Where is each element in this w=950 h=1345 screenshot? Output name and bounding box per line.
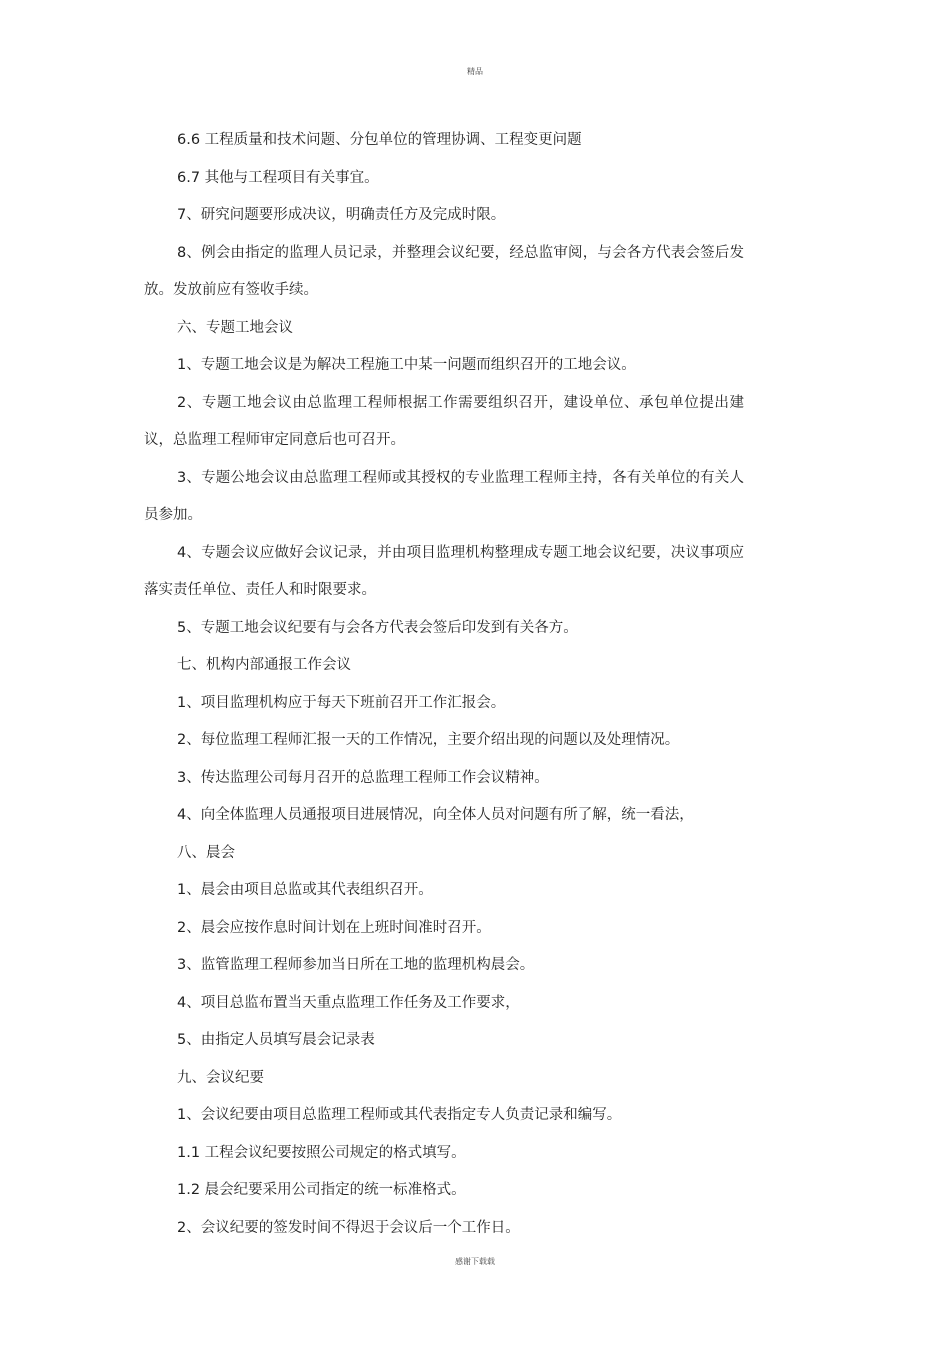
paragraph-8-3: 3、监管监理工程师参加当日所在工地的监理机构晨会。 (177, 957, 535, 973)
paragraph-7: 7、研究问题要形成决议，明确责任方及完成时限。 (177, 207, 506, 223)
paragraph-6-7: 6.7 其他与工程项目有关事宜。 (177, 169, 379, 186)
paragraph-8-1: 1、晨会由项目总监或其代表组织召开。 (177, 882, 433, 898)
paragraph-7-4: 4、向全体监理人员通报项目进展情况，向全体人员对问题有所了解，统一看法， (177, 807, 694, 823)
paragraph-6-6: 6.6 工程质量和技术问题、分包单位的管理协调、工程变更问题 (177, 132, 582, 148)
section-heading-7: 七、机构内部通报工作会议 (177, 657, 351, 673)
document-body (144, 122, 744, 1247)
paragraph-9-1-1: 1.1 工程会议纪要按照公司规定的格式填写。 (177, 1144, 466, 1161)
paragraph-8: 8、例会由指定的监理人员记录，并整理会议纪要，经总监审阅，与会各方代表会签后发放。发放前应有签收手续。 (144, 244, 744, 298)
page-header: 精品 (467, 67, 483, 76)
paragraph-7-2: 2、每位监理工程师汇报一天的工作情况，主要介绍出现的问题以及处理情况。 (177, 732, 680, 748)
paragraph-6-3: 3、专题公地会议由总监理工程师或其授权的专业监理工程师主持，各有关单位的有关人员参加。 (144, 469, 744, 523)
paragraph-7-1: 1、项目监理机构应于每天下班前召开工作汇报会。 (177, 694, 506, 711)
paragraph-6-1: 1、专题工地会议是为解决工程施工中某一问题而组织召开的工地会议。 (177, 357, 636, 373)
section-heading-9: 九、会议纪要 (177, 1069, 264, 1086)
section-heading-6: 六、专题工地会议 (177, 319, 293, 336)
paragraph-7-3: 3、传达监理公司每月召开的总监理工程师工作会议精神。 (177, 769, 549, 786)
section-heading-8: 八、晨会 (177, 844, 235, 861)
page-footer: 感谢下载载 (455, 1257, 495, 1266)
paragraph-6-2: 2、专题工地会议由总监理工程师根据工作需要组织召开，建设单位、承包单位提出建议，总监理工程师审定同意后也可召开。 (144, 394, 744, 448)
paragraph-9-2: 2、会议纪要的签发时间不得迟于会议后一个工作日。 (177, 1219, 520, 1236)
paragraph-8-4: 4、项目总监布置当天重点监理工作任务及工作要求， (177, 994, 520, 1011)
paragraph-6-5: 5、专题工地会议纪要有与会各方代表会签后印发到有关各方。 (177, 619, 578, 636)
paragraph-8-5: 5、由指定人员填写晨会记录表 (177, 1032, 375, 1048)
paragraph-6-4: 4、专题会议应做好会议记录，并由项目监理机构整理成专题工地会议纪要，决议事项应落实责任单位、责任人和时限要求。 (144, 544, 744, 598)
paragraph-9-1: 1、会议纪要由项目总监理工程师或其代表指定专人负责记录和编写。 (177, 1107, 622, 1123)
paragraph-9-1-2: 1.2 晨会纪要采用公司指定的统一标准格式。 (177, 1182, 466, 1198)
paragraph-8-2: 2、晨会应按作息时间计划在上班时间准时召开。 (177, 919, 491, 936)
